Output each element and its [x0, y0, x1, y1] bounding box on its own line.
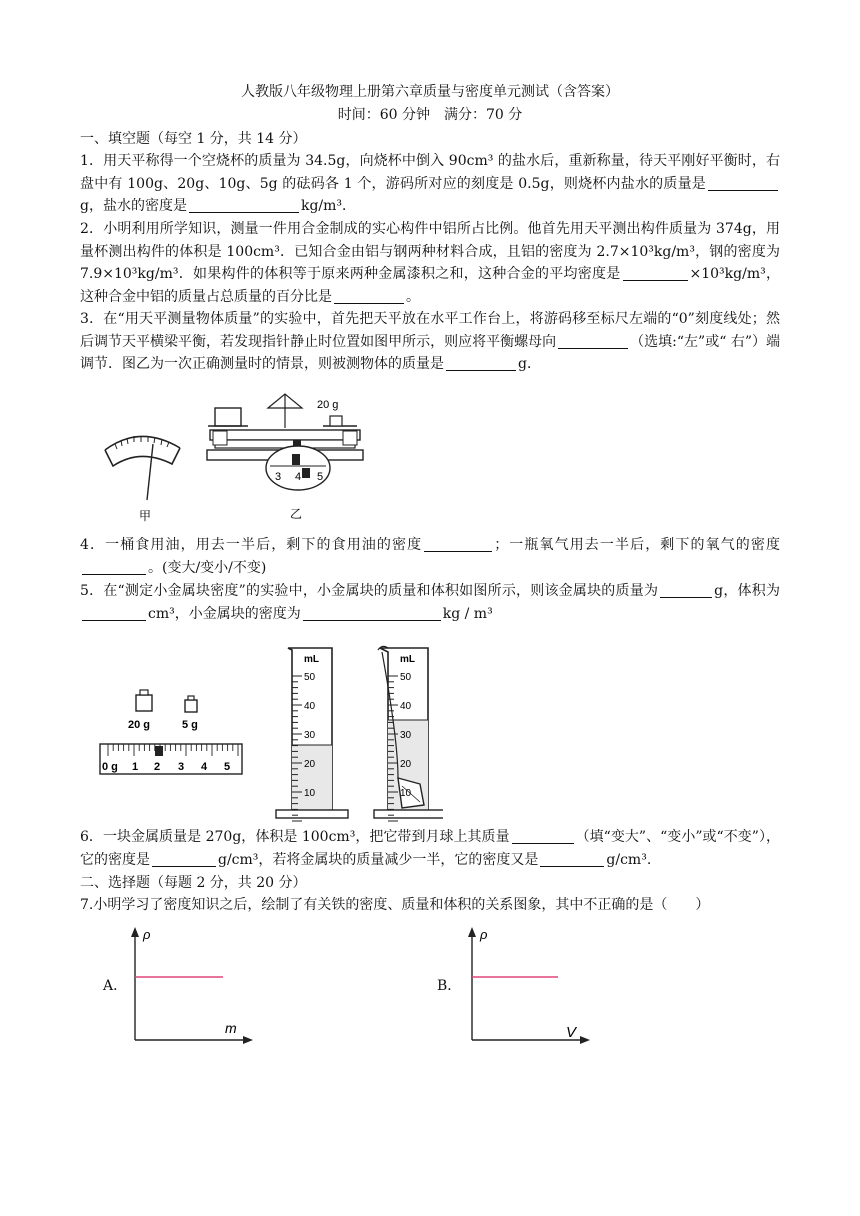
q2-blank-1[interactable] [623, 266, 688, 281]
cyl1-10: 10 [304, 788, 316, 799]
q4-text-1: 4．一桶食用油，用去一半后，剩下的食用油的密度 [80, 537, 423, 553]
balance-figure [95, 388, 375, 528]
page-title: 人教版八年级物理上册第六章质量与密度单元测试（含答案） [241, 84, 619, 100]
q5-blank-3[interactable] [303, 606, 441, 621]
q5-text-1: 5．在“测定小金属块密度”的实验中，小金属块的质量和体积如图所示，则该金属块的质量为 [80, 583, 659, 599]
cyl1-50: 50 [304, 672, 316, 683]
tick-5: 5 [317, 471, 324, 483]
question-3 [80, 308, 780, 376]
question-7: 7.小明学习了密度知识之后，绘制了有关铁的密度、质量和体积的关系图象，其中不正确的是（ ） [80, 897, 710, 913]
q4-blank-1[interactable] [424, 537, 492, 552]
q3-blank-2[interactable] [446, 356, 516, 371]
page-subtitle: 时间：60 分钟 满分：70 分 [337, 107, 523, 123]
ruler-5: 5 [224, 761, 231, 773]
q4-blank-2[interactable] [82, 560, 146, 575]
tick-4: 4 [295, 471, 302, 483]
section1-heading: 一、填空题（每空 1 分，共 14 分） [80, 131, 307, 147]
label-yi: 乙 [290, 507, 303, 521]
q5-text-4: kg / m³ [442, 605, 493, 622]
ruler-4: 4 [201, 761, 208, 773]
cyl2-30: 30 [400, 730, 412, 741]
question-5 [80, 580, 780, 625]
cyl1-20: 20 [304, 759, 316, 770]
pointer-dial [105, 436, 180, 500]
tick-3: 3 [275, 471, 282, 483]
q2-text-2: ×10³kg/m³，这种合金中铝的质量占总质量的百分比是 [80, 266, 780, 305]
slider-rider [155, 746, 163, 756]
q6-text-1: 6．一块金属质量是 270g，体积是 100cm³，把它带到月球上其质量 [80, 829, 510, 845]
q6-text-3: g/cm³，若将金属块的质量减少一半，它的密度又是 [218, 851, 539, 868]
q2-text-3: 。 [406, 288, 420, 305]
pointer-needle [147, 444, 153, 500]
ruler-3: 3 [178, 761, 185, 773]
graph-b-xlabel: V [566, 1024, 577, 1041]
cyl2-unit: mL [400, 654, 415, 665]
q1-text-1: 1．用天平称得一个空烧杯的质量为 34.5g，向烧杯中倒入 90cm³ 的盐水后，重新称量，待天平刚好平衡时，右盘中有 100g、20g、10g、5g 的砝码各 1 个，游码所对应的刻度是 0.5g，则烧杯内盐水的质量是 [80, 153, 780, 192]
option-a-label[interactable]: A． [103, 978, 128, 994]
metal-block-figure [98, 640, 443, 822]
weight-20g-label: 20 g [317, 399, 339, 411]
section2-heading: 二、选择题（每题 2 分，共 20 分） [80, 875, 307, 891]
slider-ruler [100, 744, 242, 774]
cyl2-20: 20 [400, 759, 412, 770]
cyl2-50: 50 [400, 672, 412, 683]
q5-text-3: cm³，小金属块的密度为 [148, 605, 301, 622]
cyl1-40: 40 [304, 701, 316, 712]
q4-text-2: ；一瓶氧气用去一半后，剩下的氧气的密度 [494, 537, 780, 553]
q3-text-2: （选填:“左”或“ 右”）端调节．图乙为一次正确测量时的情景，则被测物体的质量是 [80, 333, 781, 372]
graph-b-ylabel: ρ [480, 927, 488, 942]
weight-5g: 5 g [182, 719, 198, 731]
q5-blank-1[interactable] [660, 583, 712, 598]
zoom-circle [266, 446, 330, 490]
q1-text-3: kg/m³． [300, 198, 357, 214]
graph-a-xlabel: m [225, 1020, 237, 1036]
q2-text-1: 2．小明利用所学知识，测量一件用合金制成的实心构件中铝所占比例。他首先用天平测出构件质量为 374g，用量杯测出构件的体积是 100cm³．已知合金由铝与钢两种材料合成，且铝的密度为 2.7×10³kg/m³，钢的密度为 7.9×10³kg/m³．如果构件的体积等于原来两种金属漆积之和，这种合金的平均密度是 [80, 221, 780, 282]
q3-text-1: 3．在“用天平测量物体质量”的实验中，首先把天平放在水平工作台上，将游码移至标尺左端的“0”刻度线处；然后调节天平横梁平衡，若发现指针静止时位置如图甲所示，则应将平衡螺母向 [80, 311, 780, 350]
weight-20g: 20 g [128, 719, 151, 731]
q2-blank-2[interactable] [334, 289, 404, 304]
q6-blank-2[interactable] [152, 852, 216, 867]
cyl2-10: 10 [400, 788, 412, 799]
q6-text-2: （填“变大”、“变小”或“不变”），它的密度是 [80, 829, 780, 868]
cyl2-40: 40 [400, 701, 412, 712]
q1-blank-1[interactable] [708, 176, 778, 191]
q3-blank-1[interactable] [558, 334, 628, 349]
q1-text-2: g，盐水的密度是 [80, 198, 187, 214]
cyl1-unit: mL [304, 654, 319, 665]
q4-text-3: 。(变大/变小/不变) [148, 559, 267, 576]
q6-blank-1[interactable] [512, 829, 574, 844]
option-b-label[interactable]: B． [437, 978, 462, 994]
graph-a[interactable] [125, 925, 255, 1045]
graph-a-ylabel: ρ [143, 927, 151, 942]
q3-text-3: g． [518, 356, 541, 372]
graph-b[interactable] [462, 925, 592, 1045]
question-1 [80, 150, 780, 218]
cyl1-30: 30 [304, 730, 316, 741]
question-6 [80, 826, 780, 871]
q1-blank-2[interactable] [189, 198, 299, 213]
q5-blank-2[interactable] [82, 606, 146, 621]
q6-blank-3[interactable] [540, 852, 604, 867]
q5-text-2: g，体积为 [714, 583, 780, 599]
q6-text-4: g/cm³. [606, 851, 652, 868]
ruler-1: 1 [132, 761, 139, 773]
weights [136, 690, 197, 712]
question-4 [80, 534, 780, 579]
ruler-0g: 0 g [102, 761, 118, 773]
question-2 [80, 218, 780, 308]
label-jia: 甲 [139, 509, 152, 523]
ruler-2: 2 [154, 761, 161, 773]
